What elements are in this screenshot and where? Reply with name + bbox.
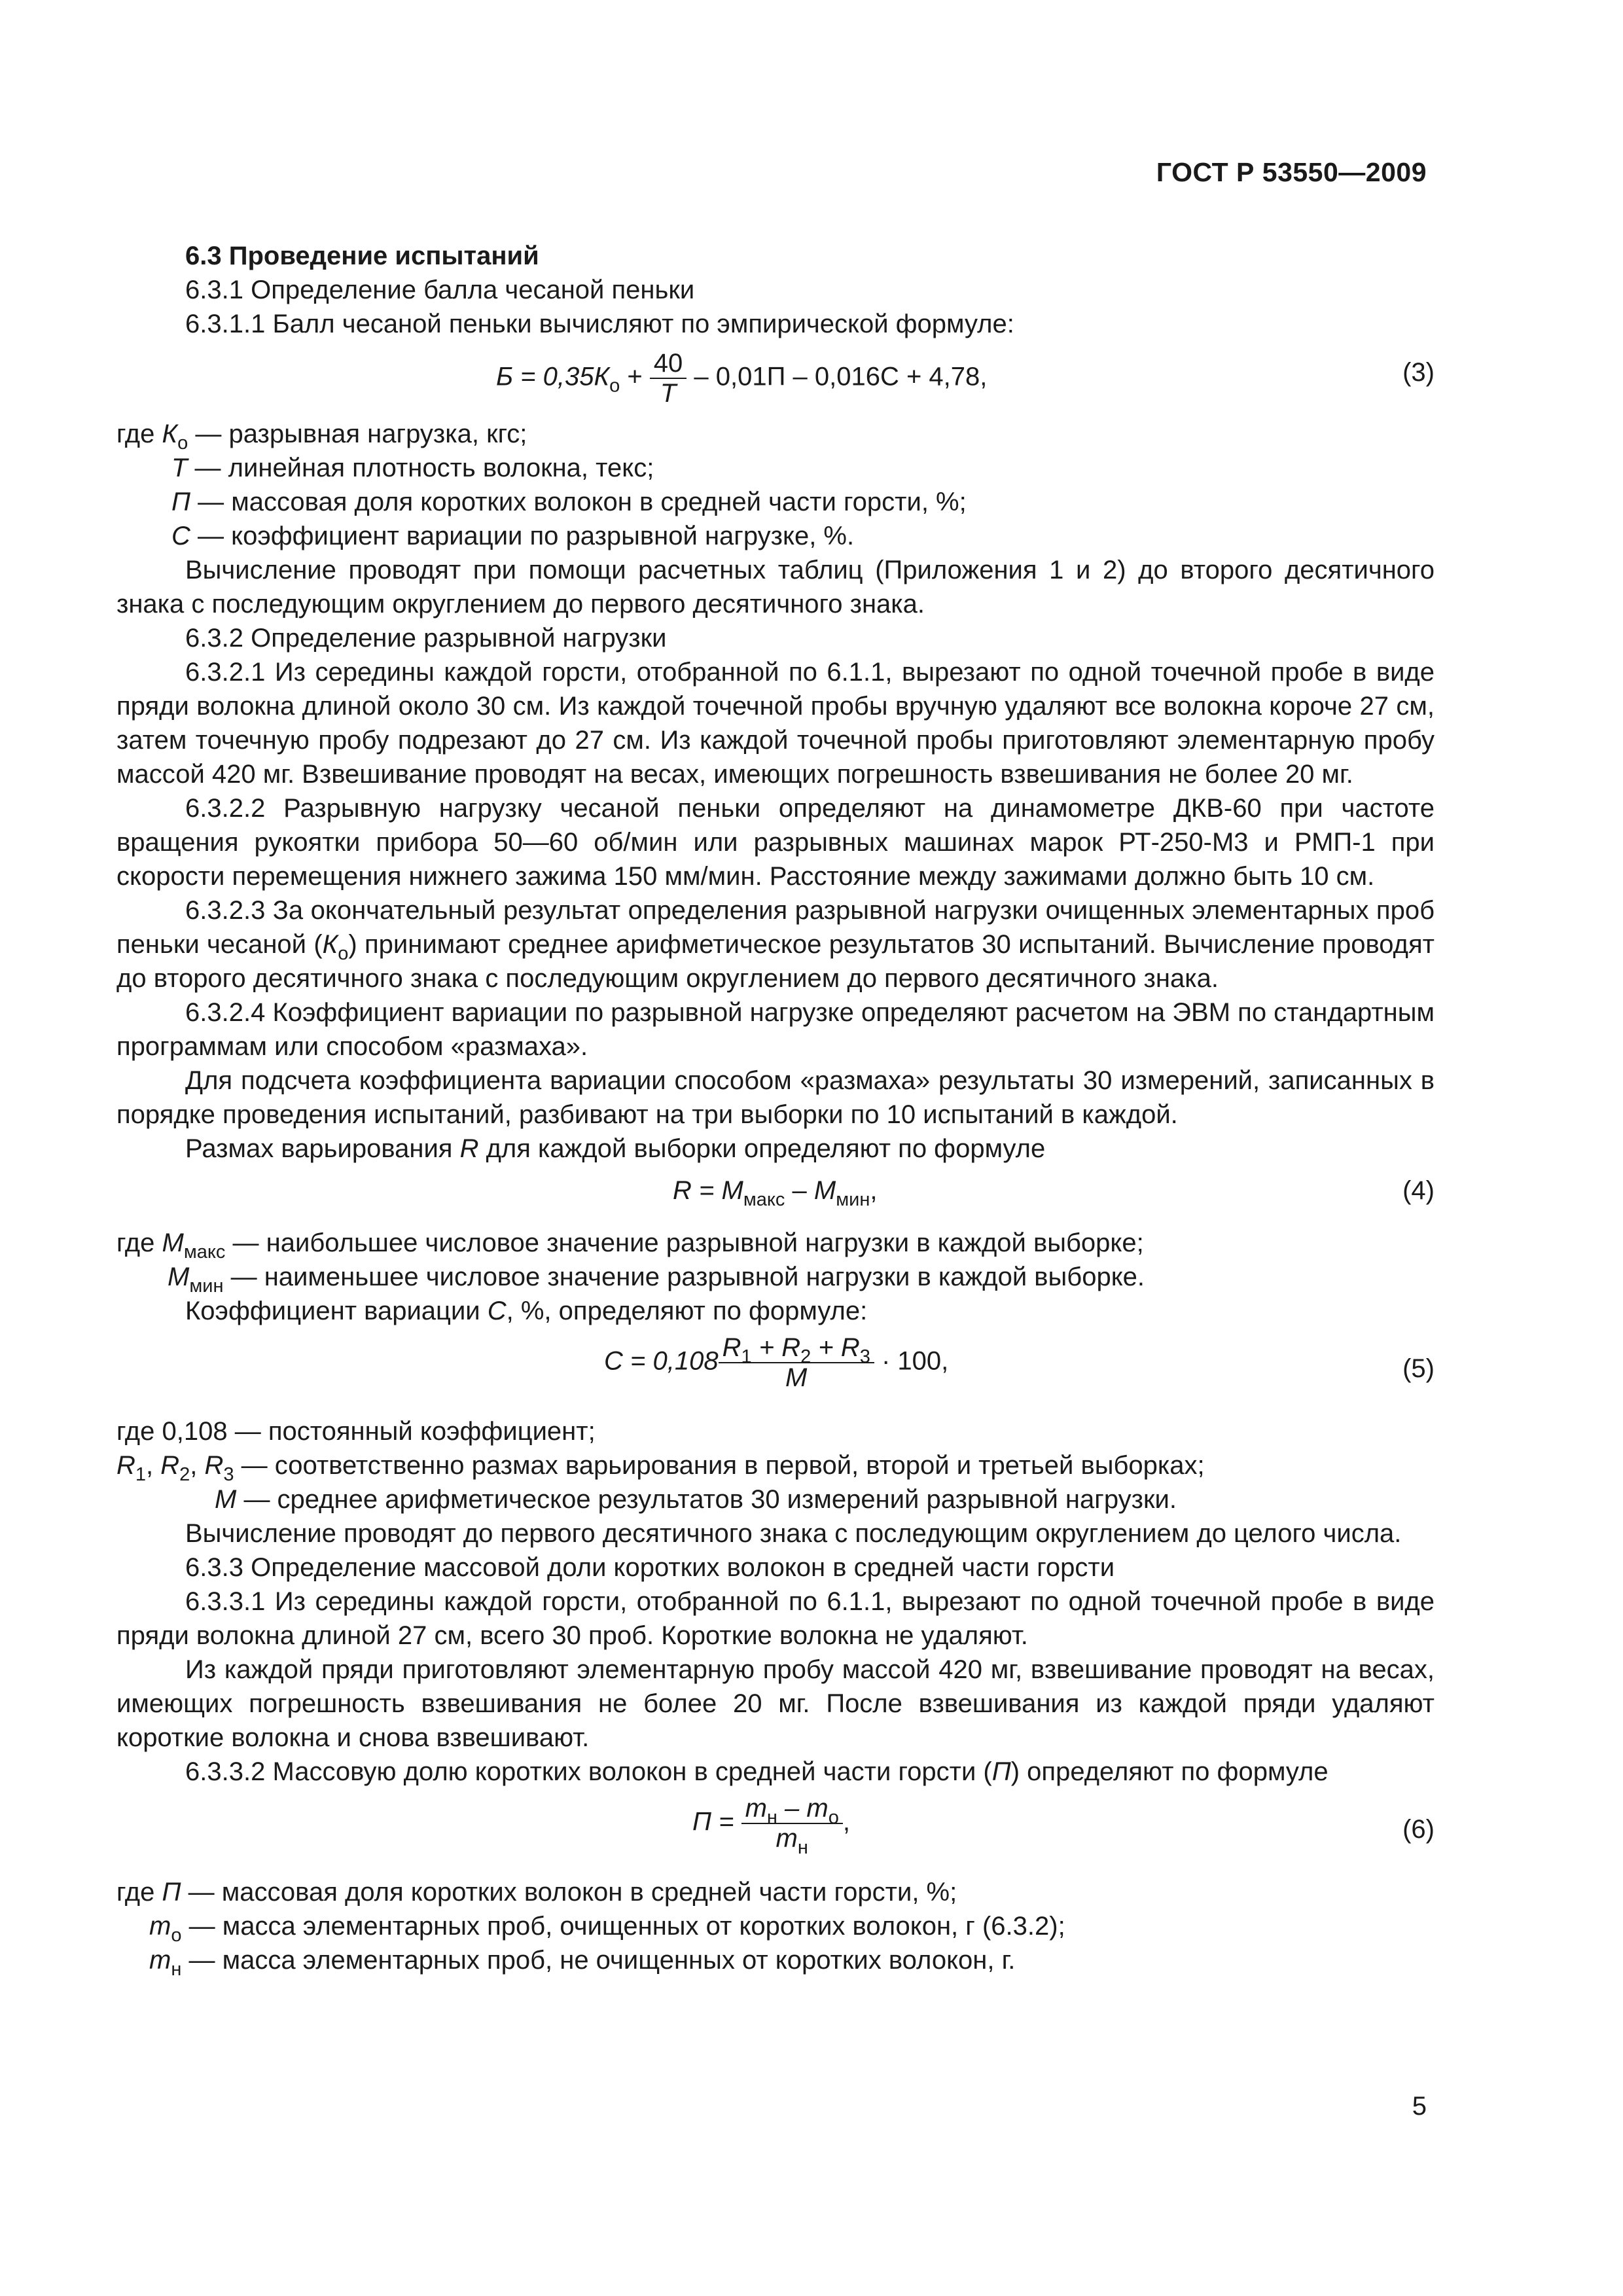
where-line: где П — массовая доля коротких волокон в средней части горсти, %;	[116, 1878, 957, 1907]
paragraph: Коэффициент вариации С, %, определяют по формуле:	[185, 1297, 868, 1325]
formula-number: (4)	[1402, 1176, 1435, 1205]
document-body	[116, 239, 1435, 1980]
formula-number: (6)	[1402, 1815, 1435, 1844]
paragraph-6-3-2-1: 6.3.2.1 Из середины каждой горсти, отобранной по 6.1.1, вырезают по одной точечной пробе в виде пряди волокна длиной около 30 см. Из каждой точечной пробы вручную удаляют все волокна короче 27 см, затем точечную пробу подрезают до 27 см. Из каждой точечной пробы приготовляют элементарную пробу массой 420 мг. Взвешивание проводят на весах, имеющих погрешность взвешивания не более 20 мг.	[116, 658, 1435, 789]
paragraph: Из каждой пряди приготовляют элементарную пробу массой 420 мг, взвешивание проводят на весах, имеющих погрешность взвешивания не более 20 мг. После взвешивания из каждой пряди удаляют короткие волокна и снова взвешивают.	[116, 1655, 1435, 1752]
where-line: Т — линейная плотность волокна, текс;	[171, 454, 654, 482]
where-line: $m_о$ — масса элементарных проб, очищенных от коротких волокон, г (6.3.2);	[149, 1912, 1065, 1946]
section-title-6-3: 6.3 Проведение испытаний	[185, 242, 539, 270]
paragraph-6-3-3-1: 6.3.3.1 Из середины каждой горсти, отобранной по 6.1.1, вырезают по одной точечной пробе в виде пряди волокна длиной 27 см, всего 30 проб. Короткие волокна не удаляют.	[116, 1587, 1435, 1650]
page-number: 5	[1412, 2092, 1427, 2121]
paragraph: Вычисление проводят до первого десятичного знака с последующим округлением до целого числа.	[185, 1519, 1402, 1548]
paragraph: Размах варьирования R для каждой выборки определяют по формуле	[185, 1134, 1046, 1163]
paragraph-6-3-2-3: 6.3.2.3 За окончательный результат определения разрывной нагрузки очищенных элементарных проб пеньки чесаной $(К_о)$ принимают среднее арифметическое результатов 30 испытаний. Вычисление проводят до второго десятичного знака с последующим округлением до первого десятичного знака.	[116, 896, 1435, 993]
formula-number: (5)	[1402, 1354, 1435, 1383]
where-line: где $М_{макс}$ — наибольшее числовое значение разрывной нагрузки в каждой выборке;	[116, 1229, 1144, 1263]
where-line: $m_н$ — масса элементарных проб, не очищенных от коротких волокон, г.	[149, 1946, 1016, 1980]
where-line: С — коэффициент вариации по разрывной нагрузке, %.	[171, 522, 855, 550]
where-line: П — массовая доля коротких волокон в средней части горсти, %;	[171, 488, 967, 516]
formula-number: (3)	[1402, 358, 1435, 387]
paragraph-6-3-2-4: 6.3.2.4 Коэффициент вариации по разрывной нагрузке определяют расчетом на ЭВМ по стандартным программам или способом «размаха».	[116, 998, 1435, 1061]
paragraph-6-3-2-2: 6.3.2.2 Разрывную нагрузку чесаной пеньки определяют на динамометре ДКВ-60 при частоте вращения рукоятки прибора 50—60 об/мин или разрывных машинах марок РТ-250-М3 и РМП-1 при скорости перемещения нижнего зажима 150 мм/мин. Расстояние между зажимами должно быть 10 см.	[116, 794, 1435, 891]
where-line: где 0,108 — постоянный коэффициент;	[116, 1417, 596, 1446]
formula-4: $R = М_{макс} - М_{мин}$, (4)	[116, 1174, 1435, 1226]
paragraph: Для подсчета коэффициента вариации способом «размаха» результаты 30 измерений, записанных в порядке проведения испытаний, разбивают на три выборки по 10 испытаний в каждой.	[116, 1066, 1435, 1129]
heading-6-3-2: 6.3.2 Определение разрывной нагрузки	[185, 624, 667, 653]
paragraph-6-3-3-2: 6.3.3.2 Массовую долю коротких волокон в средней части горсти (П) определяют по формуле	[185, 1757, 1329, 1786]
fraction-r-sum-over-m: $\frac{R_1 + R_2 + R_3}{M}$	[719, 1333, 874, 1392]
paragraph: Вычисление проводят при помощи расчетных таблиц (Приложения 1 и 2) до второго десятичного знака с последующим округлением до первого десятичного знака.	[116, 556, 1435, 619]
where-line: где $К_о$ — разрывная нагрузка, кгс;	[116, 420, 527, 454]
fraction-mass: $\frac{m_н - m_о}{m_н}$	[741, 1794, 843, 1853]
document-number: ГОСТ Р 53550—2009	[1156, 157, 1427, 187]
formula-6: П = $\frac{m_н - m_о}{m_н}$ , (6)	[692, 1794, 1435, 1858]
where-line: $М_{мин}$ — наименьшее числовое значение разрывной нагрузки в каждой выборке.	[168, 1263, 1145, 1297]
heading-6-3-3: 6.3.3 Определение массовой доли коротких волокон в средней части горсти	[185, 1553, 1115, 1582]
heading-6-3-1: 6.3.1 Определение балла чесаной пеньки	[185, 276, 695, 304]
fraction-40-over-t: $\frac{40}{Т}$	[650, 349, 687, 408]
formula-3: $Б = 0,35К_о$ + $\frac{40}{Т}$ – 0,01П – 0,016С + 4,78, (3)	[496, 349, 1435, 408]
formula-5: C = 0,108 $\frac{R_1 + R_2 + R_3}{M}$ · 100, (5)	[604, 1333, 1435, 1392]
where-line: $R_1$, $R_2$, $R_3$ — соответственно размах варьирования в первой, второй и третьей выборках;	[116, 1451, 1205, 1485]
where-line: М — среднее арифметическое результатов 30 измерений разрывной нагрузки.	[215, 1485, 1177, 1514]
paragraph-6-3-1-1: 6.3.1.1 Балл чесаной пеньки вычисляют по эмпирической формуле:	[185, 310, 1014, 338]
